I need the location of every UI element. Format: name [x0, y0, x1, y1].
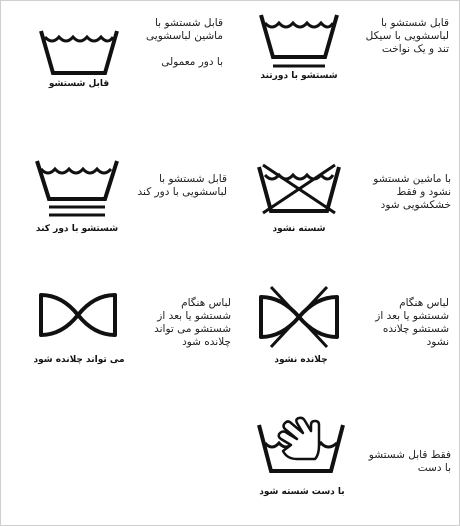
symbol-label: شسته نشود: [272, 224, 326, 234]
symbol-description: لباس هنگام شستشو یا بعد از شستشو می تواند چلانده شود: [154, 297, 231, 348]
symbol-description: با ماشین شستشو نشود و فقط خشکشویی شود: [373, 173, 451, 211]
washtub-delicate-icon: [35, 159, 119, 221]
symbol-label: چلانده نشود: [274, 355, 328, 365]
symbol-label: با دست شسته شود: [259, 487, 345, 497]
wring-icon: [37, 289, 119, 341]
symbol-description: لباس هنگام شستشو یا بعد از شستشو چلانده نشود: [375, 297, 449, 348]
symbol-label: قابل شستشو: [48, 79, 110, 89]
do-not-wash-icon: [257, 161, 341, 217]
symbol-description: قابل شستشو با لباسشویی با سیکل تند و یک نواخت: [365, 17, 449, 55]
symbol-description: قابل شستشو با ماشین لباسشویی با دور معمولی: [146, 17, 223, 68]
hand-wash-icon: [257, 415, 345, 475]
symbol-label: شستشو با دور کند: [35, 224, 119, 234]
symbol-label: شستشو با دورتند: [260, 71, 338, 81]
symbol-description: قابل شستشو با لباسشویی با دور کند: [137, 173, 227, 198]
symbol-label: می تواند چلانده شود: [33, 355, 125, 365]
do-not-wring-icon: [255, 285, 343, 349]
symbol-description: فقط قابل شستشو با دست: [368, 449, 451, 474]
washtub-permanent-press-icon: [259, 13, 339, 73]
washtub-normal-icon: [39, 27, 119, 77]
